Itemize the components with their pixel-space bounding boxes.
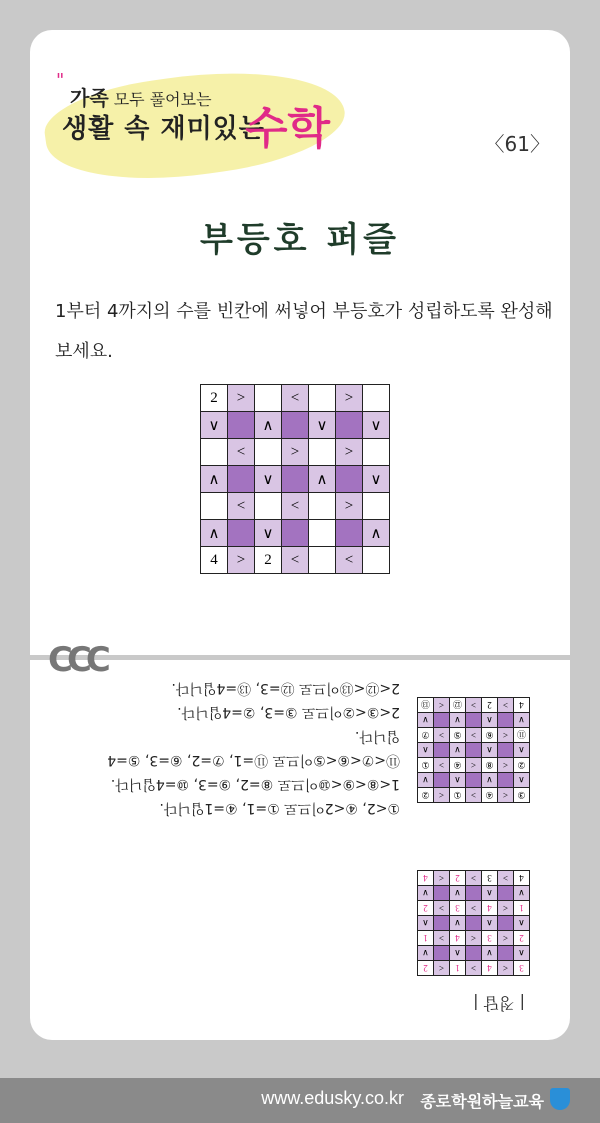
grid-cell: > <box>336 493 363 520</box>
grid-cell <box>363 493 390 520</box>
grid-cell: ∧ <box>201 520 228 547</box>
grid-cell: ∨ <box>255 466 282 493</box>
grid-cell: ④ <box>450 758 466 773</box>
grid-row <box>418 886 530 901</box>
banner-subtitle: 가족 모두 풀어보는 <box>70 86 212 110</box>
grid-cell: > <box>466 871 482 886</box>
grid-cell: ② <box>514 758 530 773</box>
grid-cell <box>363 439 390 466</box>
page-title: 부등호 퍼즐 <box>199 220 401 260</box>
grid-cell: > <box>498 871 514 886</box>
grid-cell: ∨ <box>482 946 498 961</box>
grid-cell: > <box>434 758 450 773</box>
logo-icon <box>550 1088 570 1110</box>
grid-cell: 4 <box>418 871 434 886</box>
solution-line: 2<⑫<⑬이므로 ⑫=3, ⑬=4입니다. <box>171 680 400 696</box>
grid-cell: 4 <box>482 901 498 916</box>
grid-cell: ∧ <box>201 466 228 493</box>
grid-cell <box>498 713 514 728</box>
grid-cell: < <box>282 547 309 574</box>
grid-row <box>201 412 390 439</box>
grid-cell: > <box>498 698 514 713</box>
answer-section <box>30 660 570 1040</box>
grid-cell: ∧ <box>255 412 282 439</box>
grid-cell <box>309 493 336 520</box>
solution-line: 2<③<②이므로 ③=3, ②=4입니다. <box>177 704 400 720</box>
grid-cell <box>466 946 482 961</box>
grid-cell: 4 <box>514 871 530 886</box>
grid-cell <box>336 412 363 439</box>
grid-row <box>418 713 530 728</box>
grid-cell <box>434 886 450 901</box>
grid-cell: ⑫ <box>450 698 466 713</box>
grid-cell: > <box>434 931 450 946</box>
grid-cell: ∧ <box>450 946 466 961</box>
grid-cell: 3 <box>482 871 498 886</box>
puzzle-grid <box>200 384 390 574</box>
grid-row <box>418 728 530 743</box>
solution-text <box>40 676 400 820</box>
grid-cell <box>255 439 282 466</box>
grid-cell <box>498 743 514 758</box>
banner-title: 생활 속 재미있는 <box>62 114 265 144</box>
grid-cell: > <box>228 385 255 412</box>
grid-row <box>418 901 530 916</box>
grid-cell: ∧ <box>309 466 336 493</box>
grid-cell: < <box>466 931 482 946</box>
grid-cell: ∨ <box>363 412 390 439</box>
grid-cell <box>282 520 309 547</box>
grid-cell: < <box>282 385 309 412</box>
grid-cell: < <box>498 758 514 773</box>
grid-cell <box>228 466 255 493</box>
solution-line: 입니다. <box>354 728 400 744</box>
grid-cell: ∧ <box>514 916 530 931</box>
grid-cell: ⑧ <box>482 758 498 773</box>
grid-row <box>201 547 390 574</box>
grid-cell: ∨ <box>418 713 434 728</box>
answer-grid <box>417 870 530 976</box>
grid-row <box>201 493 390 520</box>
grid-cell <box>228 520 255 547</box>
grid-cell: 2 <box>450 871 466 886</box>
grid-cell: ∨ <box>450 916 466 931</box>
grid-cell <box>282 412 309 439</box>
footer-org: 종로학원하늘교육 <box>420 1092 544 1111</box>
solution-line: ⑪<⑦<⑥<⑤이므로 ⑪=1, ⑦=2, ⑥=3, ⑤=4 <box>107 752 400 768</box>
grid-cell: 2 <box>514 931 530 946</box>
grid-cell: > <box>466 901 482 916</box>
grid-cell <box>434 946 450 961</box>
grid-cell <box>466 773 482 788</box>
grid-cell: ∨ <box>450 743 466 758</box>
grid-cell: ∨ <box>482 773 498 788</box>
grid-cell <box>282 466 309 493</box>
grid-row <box>418 871 530 886</box>
grid-cell: < <box>434 698 450 713</box>
banner-accent: 수학 <box>245 103 331 154</box>
grid-row <box>418 773 530 788</box>
grid-cell: ⑪ <box>514 728 530 743</box>
grid-row <box>418 961 530 976</box>
grid-cell: 4 <box>482 961 498 976</box>
grid-cell <box>363 547 390 574</box>
problem-text: 1부터 4까지의 수를 빈칸에 써넣어 부등호가 성립하도록 완성해 보세요. <box>55 301 553 362</box>
grid-cell: > <box>434 901 450 916</box>
grid-cell: ① <box>418 758 434 773</box>
grid-cell: ∨ <box>418 946 434 961</box>
grid-cell: > <box>466 698 482 713</box>
grid-cell: ∨ <box>201 412 228 439</box>
grid-cell: ∧ <box>514 946 530 961</box>
grid-cell: ∧ <box>418 916 434 931</box>
grid-cell: 2 <box>418 901 434 916</box>
grid-cell <box>498 946 514 961</box>
grid-cell: ∨ <box>363 466 390 493</box>
grid-cell: 4 <box>201 547 228 574</box>
grid-cell <box>434 773 450 788</box>
quote-mark-icon: " <box>56 70 65 91</box>
grid-cell: 1 <box>450 961 466 976</box>
grid-cell: ∧ <box>482 743 498 758</box>
grid-cell: > <box>336 439 363 466</box>
grid-cell: 4 <box>450 931 466 946</box>
grid-cell <box>498 773 514 788</box>
grid-cell: < <box>228 493 255 520</box>
grid-cell <box>434 743 450 758</box>
grid-cell: ∧ <box>482 916 498 931</box>
binder-rings-icon: CCC <box>48 640 105 680</box>
grid-row <box>418 698 530 713</box>
grid-cell: 2 <box>201 385 228 412</box>
grid-cell <box>498 916 514 931</box>
grid-cell: ∨ <box>418 773 434 788</box>
grid-cell: ④ <box>482 788 498 803</box>
grid-cell: 1 <box>418 931 434 946</box>
grid-cell: < <box>434 788 450 803</box>
solution-grid <box>417 697 530 803</box>
grid-cell: ③ <box>514 788 530 803</box>
grid-cell: ∨ <box>309 412 336 439</box>
grid-row <box>418 758 530 773</box>
grid-cell: ∨ <box>450 713 466 728</box>
grid-cell: ∨ <box>514 713 530 728</box>
grid-row <box>201 439 390 466</box>
answer-label: | 정답 | <box>473 994 525 1013</box>
grid-cell: 2 <box>482 698 498 713</box>
grid-cell: ∧ <box>418 743 434 758</box>
grid-cell: < <box>498 961 514 976</box>
grid-cell: ∧ <box>514 773 530 788</box>
grid-cell: > <box>466 788 482 803</box>
grid-row <box>418 743 530 758</box>
grid-cell <box>309 547 336 574</box>
grid-cell: ① <box>450 788 466 803</box>
grid-cell: ∧ <box>482 886 498 901</box>
grid-cell: ∧ <box>482 713 498 728</box>
grid-cell: < <box>498 901 514 916</box>
grid-cell <box>336 466 363 493</box>
footer-url[interactable]: www.edusky.co.kr <box>261 1088 404 1108</box>
grid-cell <box>466 886 482 901</box>
grid-row <box>201 385 390 412</box>
grid-cell: < <box>498 931 514 946</box>
grid-cell <box>228 412 255 439</box>
grid-cell <box>498 886 514 901</box>
grid-cell <box>466 916 482 931</box>
grid-cell: > <box>466 961 482 976</box>
grid-row <box>418 946 530 961</box>
grid-cell: ⑤ <box>450 728 466 743</box>
grid-cell: ∨ <box>514 886 530 901</box>
grid-cell <box>466 743 482 758</box>
grid-cell: ② <box>418 788 434 803</box>
grid-cell <box>255 493 282 520</box>
grid-cell <box>309 520 336 547</box>
grid-cell: < <box>434 871 450 886</box>
issue-number: 〈61〉 <box>484 132 550 156</box>
grid-row <box>418 788 530 803</box>
grid-cell: ∨ <box>418 886 434 901</box>
grid-cell: ∨ <box>255 520 282 547</box>
grid-cell: < <box>498 728 514 743</box>
grid-cell: 4 <box>514 698 530 713</box>
grid-cell: 2 <box>255 547 282 574</box>
grid-cell: 3 <box>514 961 530 976</box>
grid-cell: < <box>434 961 450 976</box>
grid-cell <box>201 493 228 520</box>
grid-cell <box>255 385 282 412</box>
grid-cell <box>309 385 336 412</box>
solution-line: 1<⑧<⑨<⑩이므로 ⑧=2, ⑨=3, ⑩=4입니다. <box>110 776 400 792</box>
grid-cell: > <box>336 385 363 412</box>
grid-row <box>201 466 390 493</box>
grid-row <box>201 520 390 547</box>
grid-cell <box>466 713 482 728</box>
grid-cell <box>201 439 228 466</box>
grid-cell <box>434 713 450 728</box>
grid-cell: < <box>282 493 309 520</box>
grid-cell: > <box>434 728 450 743</box>
grid-cell: > <box>228 547 255 574</box>
grid-cell: 1 <box>514 901 530 916</box>
grid-cell: ∧ <box>450 773 466 788</box>
grid-cell: ⑥ <box>482 728 498 743</box>
grid-cell: ∧ <box>363 520 390 547</box>
grid-cell: < <box>466 758 482 773</box>
grid-row <box>418 916 530 931</box>
grid-cell: < <box>336 547 363 574</box>
grid-cell <box>336 520 363 547</box>
grid-cell: 2 <box>418 961 434 976</box>
grid-cell: ∨ <box>450 886 466 901</box>
solution-line: ①<2, ④<2이므로 ①=1, ④=1입니다. <box>159 800 400 816</box>
grid-row <box>418 931 530 946</box>
grid-cell <box>363 385 390 412</box>
grid-cell: > <box>466 728 482 743</box>
grid-cell: > <box>282 439 309 466</box>
grid-cell: < <box>498 788 514 803</box>
grid-cell: ∧ <box>514 743 530 758</box>
grid-cell: 3 <box>482 931 498 946</box>
grid-cell: 3 <box>450 901 466 916</box>
grid-cell: ⑬ <box>418 698 434 713</box>
grid-cell <box>434 916 450 931</box>
grid-cell <box>309 439 336 466</box>
grid-cell: ⑦ <box>418 728 434 743</box>
grid-cell: < <box>228 439 255 466</box>
